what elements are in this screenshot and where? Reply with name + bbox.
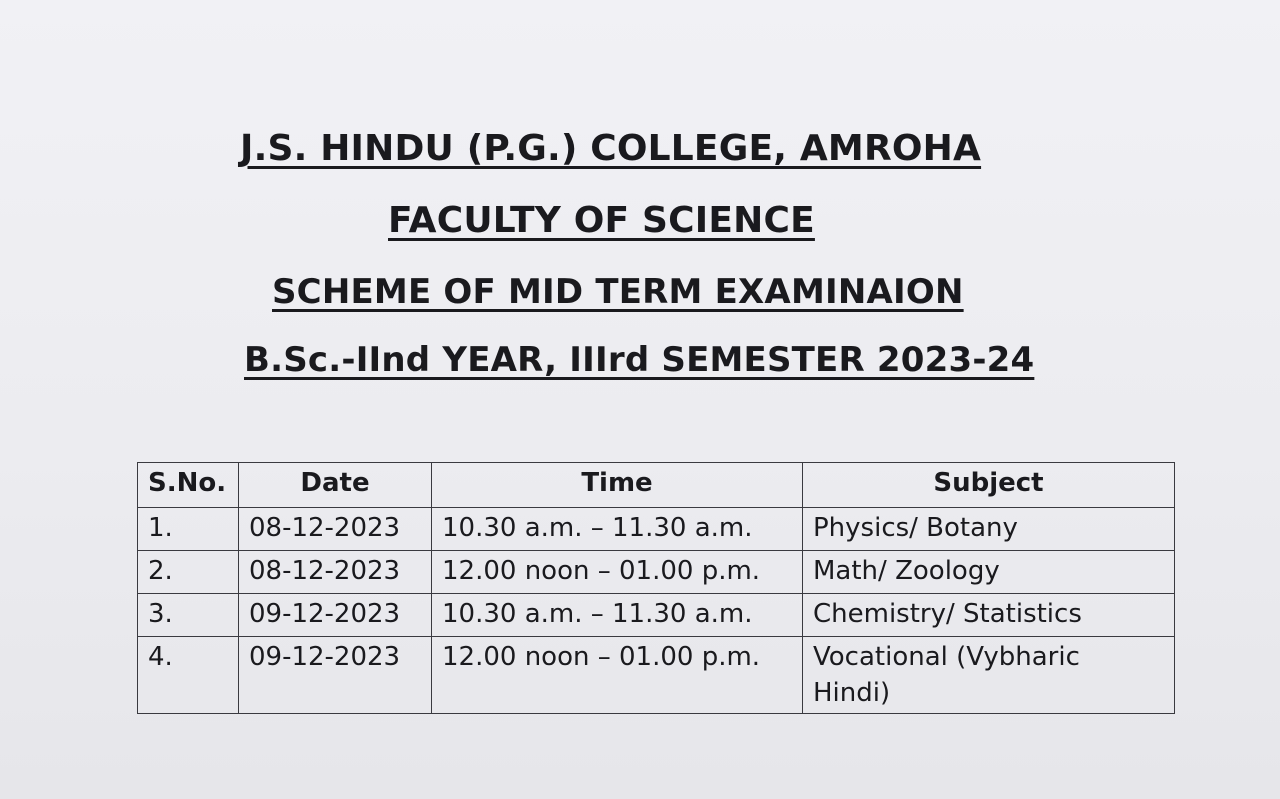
table-row [138,637,1175,714]
row-date: 08-12-2023 [239,551,432,594]
faculty-heading: FACULTY OF SCIENCE [388,200,815,241]
year-semester-heading: B.Sc.-IInd YEAR, IIIrd SEMESTER 2023-24 [244,340,1035,380]
row-date: 09-12-2023 [239,594,432,637]
table-row [138,594,1175,637]
row-sno: 1. [138,508,239,551]
row-time: 12.00 noon – 01.00 p.m. [432,551,803,594]
scheme-heading: SCHEME OF MID TERM EXAMINAION [272,272,964,312]
table-header-row [138,463,1175,508]
table-row [138,508,1175,551]
row-sno: 4. [138,637,239,714]
row-sno: 2. [138,551,239,594]
header-date: Date [239,463,432,508]
row-time: 10.30 a.m. – 11.30 a.m. [432,508,803,551]
row-date: 09-12-2023 [239,637,432,714]
row-subject: Math/ Zoology [803,551,1175,594]
college-title: J.S. HINDU (P.G.) COLLEGE, AMROHA [240,128,982,169]
header-subject: Subject [803,463,1175,508]
header-sno: S.No. [138,463,239,508]
row-time: 12.00 noon – 01.00 p.m. [432,637,803,714]
row-subject: Physics/ Botany [803,508,1175,551]
exam-schedule-table [137,462,1175,714]
row-date: 08-12-2023 [239,508,432,551]
row-subject: Vocational (Vybharic Hindi) [803,637,1175,714]
row-sno: 3. [138,594,239,637]
table-row [138,551,1175,594]
header-time: Time [432,463,803,508]
row-subject: Chemistry/ Statistics [803,594,1175,637]
row-time: 10.30 a.m. – 11.30 a.m. [432,594,803,637]
